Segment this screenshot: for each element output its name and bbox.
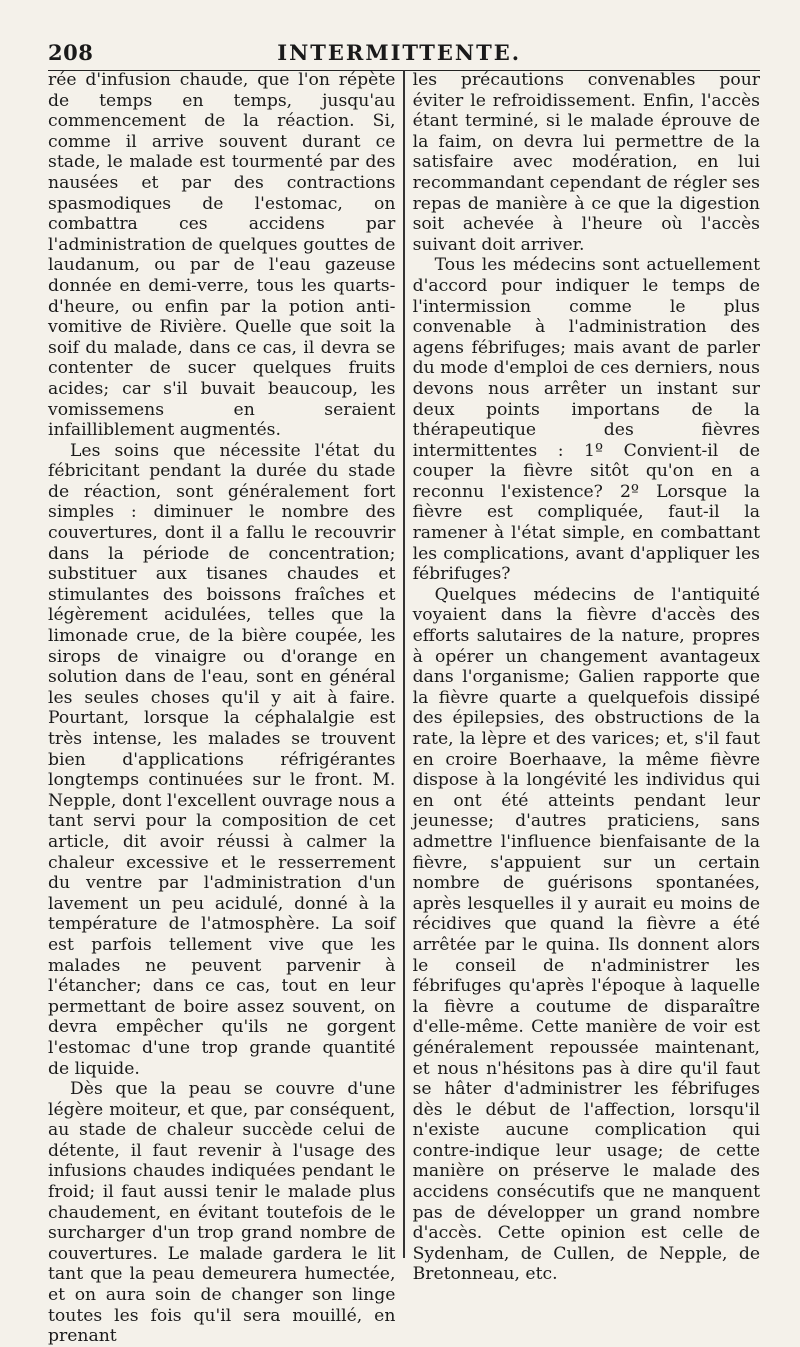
- paragraph: Les soins que nécessite l'état du fébricitant pendant la durée du stade de réaction, sont généralement fort simples : diminuer le nombre des couvertures, dont il a fallu le recouvrir dans la période de concentration; substituer aux tisanes chaudes et stimulantes des boissons fraîches et légèrement acidulées, telles que la limonade crue, de la bière coupée, les sirops de vinaigre ou d'orange en solution dans de l'eau, sont en général les seules choses qu'il y ait à faire. Pourtant, lorsque la céphalalgie est très intense, les malades se trouvent bien d'applications réfrigérantes longtemps continuées sur le front. M. Nepple, dont l'excellent ouvrage nous a tant servi pour la composition de cet article, dit avoir réussi à calmer la chaleur excessive et le resserrement du ventre par l'administration d'un lavement un peu acidulé, donné à la température de l'atmosphère. La soif est parfois tellement vive que les malades ne peuvent parvenir à l'étancher; dans ce cas, tout en leur permettant de boire assez souvent, on devra empêcher qu'ils ne gorgent l'estomac d'une trop grande quantité de liquide.: [48, 440, 396, 1079]
- running-header: [48, 40, 760, 71]
- right-column: [405, 70, 760, 1285]
- paragraph: les précautions convenables pour éviter le refroidissement. Enfin, l'accès étant terminé, si le malade éprouve de la faim, on devra lui permettre de la satisfaire avec modération, en lui recommandant cependant de régler ses repas de manière à ce que la digestion soit achevée à l'heure où l'accès suivant doit arriver.: [412, 70, 760, 255]
- left-column: [48, 70, 403, 1347]
- text-columns: [48, 70, 760, 1347]
- running-title: INTERMITTENTE.: [277, 40, 522, 65]
- paragraph: Dès que la peau se couvre d'une légère moiteur, et que, par conséquent, au stade de chaleur succède celui de détente, il faut revenir à l'usage des infusions chaudes indiquées pendant le froid; il faut aussi tenir le malade plus chaudement, en évitant toutefois de le surcharger d'un trop grand nombre de couvertures. Le malade gardera le lit tant que la peau demeurera humectée, et on aura soin de changer son linge toutes les fois qu'il sera mouillé, en prenant: [48, 1079, 396, 1347]
- paragraph: Quelques médecins de l'antiquité voyaient dans la fièvre d'accès des efforts salutaires de la nature, propres à opérer un changement avantageux dans l'organisme; Galien rapporte que la fièvre quarte a quelquefois dissipé des épilepsies, des obstructions de la rate, la lèpre et des varices; et, s'il faut en croire Boerhaave, la même fièvre dispose à la longévité les individus qui en ont été atteints pendant leur jeunesse; d'autres praticiens, sans admettre l'influence bienfaisante de la fièvre, s'appuient sur un certain nombre de guérisons spontanées, après lesquelles il y aurait eu moins de récidives que quand la fièvre a été arrêtée par le quina. Ils donnent alors le conseil de n'administrer les fébrifuges qu'après l'époque à laquelle la fièvre a coutume de disparaître d'elle-même. Cette manière de voir est généralement repoussée maintenant, et nous n'hésitons pas à dire qu'il faut se hâter d'administrer les fébrifuges dès le début de l'affection, lorsqu'il n'existe aucune complication qui contre-indique leur usage; de cette manière on préserve le malade des accidens consécutifs que ne manquent pas de développer un grand nombre d'accès. Cette opinion est celle de Sydenham, de Cullen, de Nepple, de Bretonneau, etc.: [412, 584, 760, 1285]
- page-number: 208: [48, 40, 94, 65]
- paragraph: rée d'infusion chaude, que l'on répète de temps en temps, jusqu'au commencement de la réaction. Si, comme il arrive souvent durant ce stade, le malade est tourmenté par des nausées et par des contractions spasmodiques de l'estomac, on combattra ces accidens par l'administration de quelques gouttes de laudanum, ou par de l'eau gazeuse donnée en demi-verre, tous les quarts-d'heure, ou enfin par la potion anti-vomitive de Rivière. Quelle que soit la soif du malade, dans ce cas, il devra se contenter de sucer quelques fruits acides; car s'il buvait beaucoup, les vomissemens en seraient infailliblement augmentés.: [48, 70, 396, 441]
- paragraph: Tous les médecins sont actuellement d'accord pour indiquer le temps de l'intermission comme le plus convenable à l'administration des agens fébrifuges; mais avant de parler du mode d'emploi de ces derniers, nous devons nous arrêter un instant sur deux points importans de la thérapeutique des fièvres intermittentes : 1º Convient-il de couper la fièvre sitôt qu'on en a reconnu l'existence? 2º Lorsque la fièvre est compliquée, faut-il la ramener à l'état simple, en combattant les complications, avant d'appliquer les fébrifuges?: [412, 255, 760, 585]
